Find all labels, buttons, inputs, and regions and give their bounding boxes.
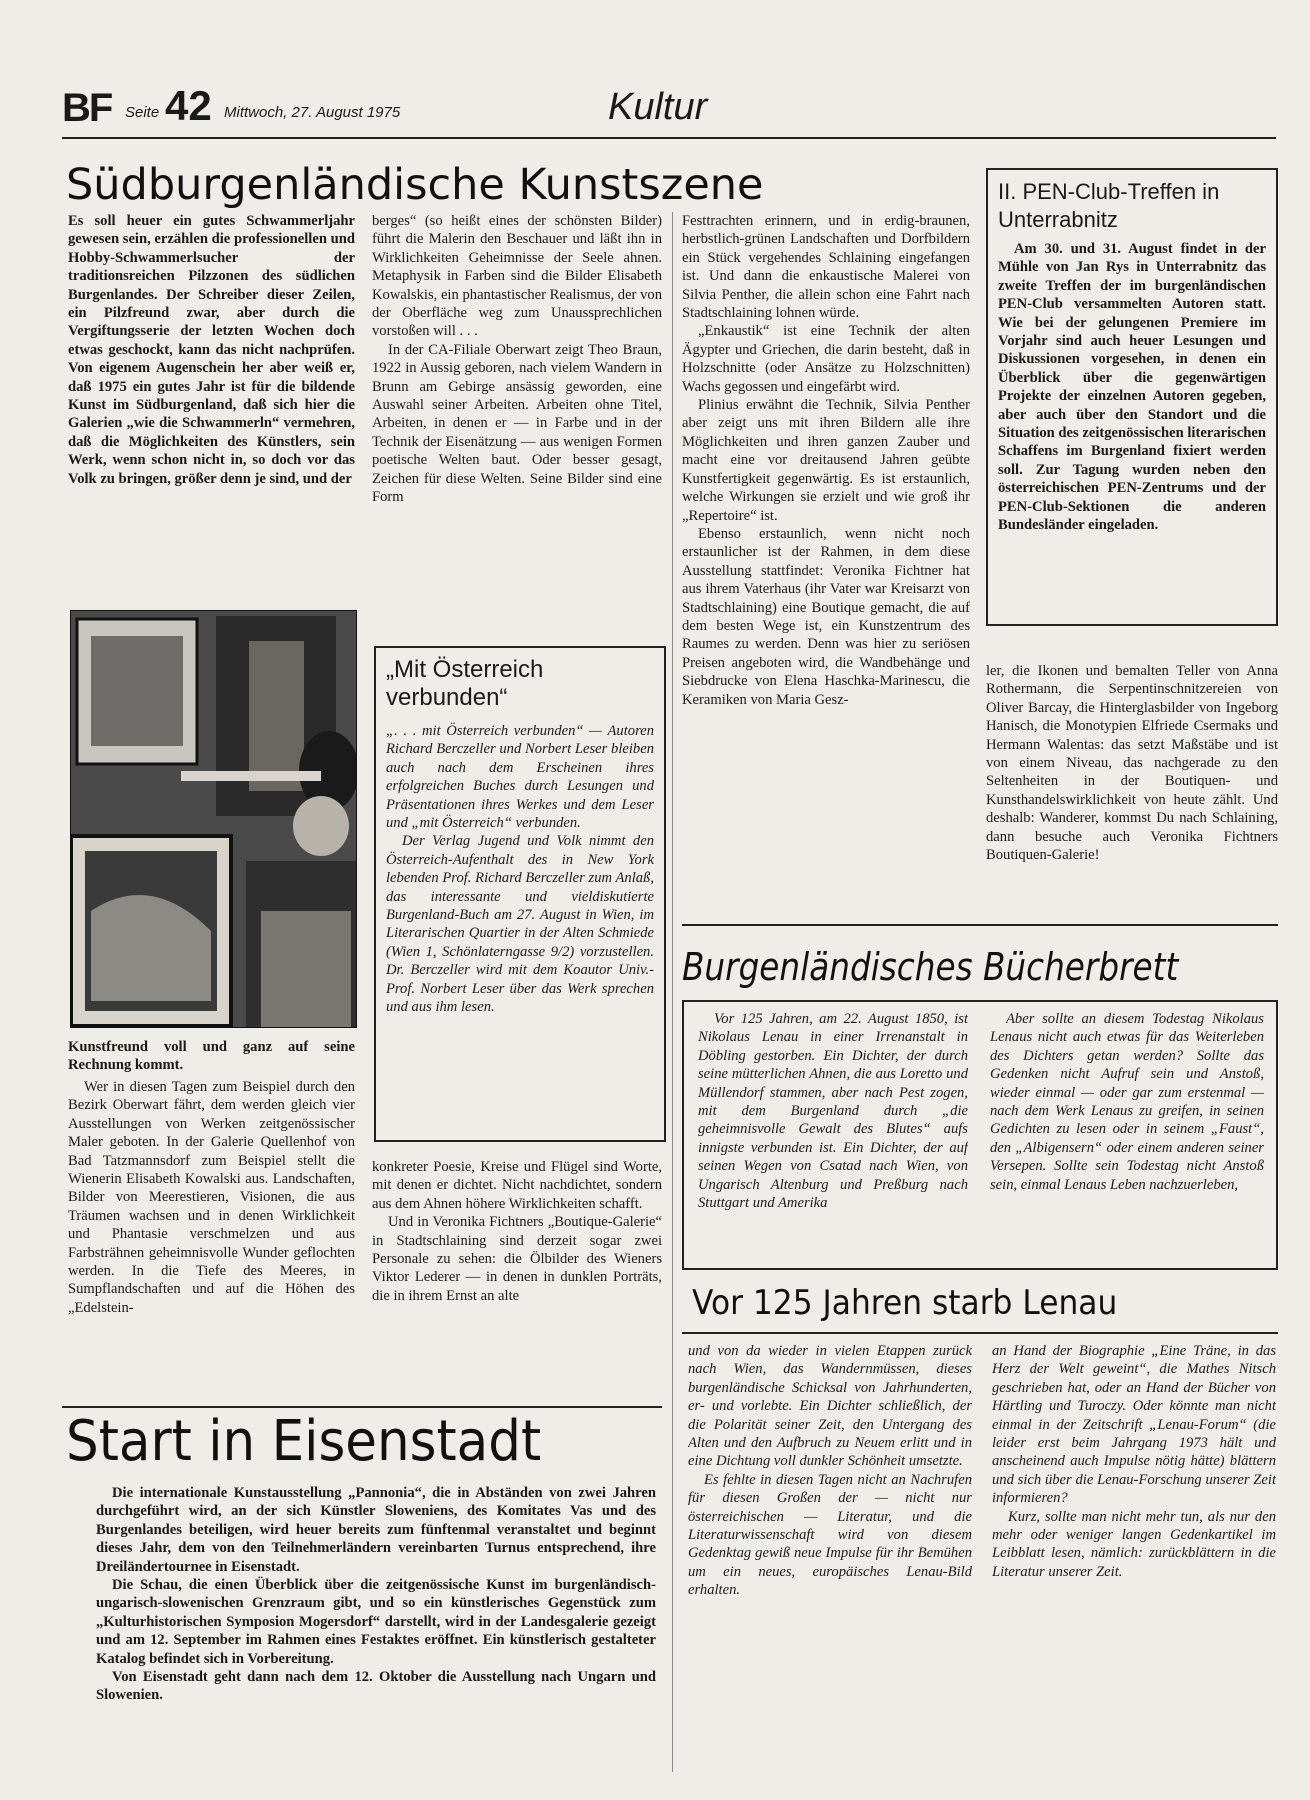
kunstszene-end-rule: [682, 924, 1278, 926]
col2-bottom-paragraph-1: konkreter Poesie, Kreise und Flügel sind Worte, mit denen er dichtet. Nicht nachdichtet, sondern aus dem Ahnen höhere Wirklichkeiten schafft.: [372, 1159, 662, 1212]
masthead-page-number: 42: [165, 82, 212, 129]
pen-box-paragraph: Am 30. und 31. August findet in der Mühle von Jan Rys in Unterrabnitz das zweite Treffen der im burgenländischen PEN-Club versammelten Autoren statt. Wie bei der gelungenen Premiere im Vorjahr sind auch heuer Lesungen und Diskussionen vorgesehen, in denen ein Überblick über die gegenwärtigen Projekte der einzelnen Autoren gegeben, aber auch über den Standort und die Situation des zeitgenössischen literarischen Schaffens im Burgenland fixiert werden soll. Zur Tagung wurden neben den österreichischen PEN-Zentrums und der PEN-Club-Sektionen die anderen Bundesländer eingeladen.: [998, 241, 1266, 534]
oesterreich-box-paragraph-1: „. . . mit Österreich verbunden“ — Autoren Richard Berczeller und Norbert Leser bleiben auch nach dem Erscheinen ihres erfolgreichen Buches durch Lesungen und Präsentationen ihres Werkes und dem Leser und „mit Österreich“ verbunden.: [386, 723, 654, 832]
buecherbrett-box: [682, 1000, 1278, 1270]
eisenstadt-paragraph-1: Die internationale Kunstausstellung „Pannonia“, die in Abständen von zwei Jahren durchgeführt wird, an der sich Künstler Sloweniens, des Komitates Vas und des Burgenlandes beteiligen, wird heuer bereits zum fünftenmal veranstaltet und beginnt dieses Jahr, dem von den Teilnehmerländern vereinbarten Turnus entsprechend, ihre Dreiländertournee in Eisenstadt.: [96, 1485, 656, 1575]
oesterreich-box-paragraph-2: Der Verlag Jugend und Volk nimmt den Österreich-Aufenthalt des in New York lebenden Prof. Richard Berczeller zum Anlaß, das interessante und vieldiskutierte Burgenland-Buch am 27. August in Wien, im Literarischen Quartier in der Alten Schmiede (Wien 1, Schönlaterngasse 9/2) vorzustellen. Dr. Berczeller wird mit dem Koautor Univ.-Prof. Norbert Leser über das Werk sprechen und aus ihm lesen.: [386, 833, 654, 1016]
lead-paragraph: Es soll heuer ein gutes Schwammerljahr gewesen sein, erzählen die professionellen und Hobby-Schwammerlsucher der traditionsreichen Pilzzonen des südlichen Burgenlandes. Der Schreiber dieser Zeilen, ein Pilzfreund zwar, aber durch die Vergiftungsserie der letzten Wochen doch etwas geschockt, kann das nicht nachprüfen. Von eigenem Augenschein her aber weiß er, daß 1975 ein gutes Jahr ist für die bildende Kunst im Südburgenland, daß sich hier die Galerien „wie die Schwammerln“ vermehren, daß die Möglichkeiten des Künstlers, sein Werk, wenn schon nicht in, so doch vor das Volk zu bringen, größer denn je sind, und der: [68, 213, 355, 487]
kunstszene-col1-body: [68, 1078, 355, 1426]
col3-paragraph-2: „Enkaustik“ ist eine Technik der alten Ägypter und Griechen, die darin besteht, daß in Holzschnitte (oder Ansätze zu Holzschnitten) Wachs gegossen und eingefärbt wird.: [682, 323, 970, 395]
masthead-date: Mittwoch, 27. August 1975: [224, 104, 401, 121]
column-divider: [672, 212, 673, 1772]
lenau-right-paragraph-2: Kurz, sollte man nicht mehr tun, als nur den mehr oder weniger langen Gedenkartikel im Leibblatt lesen, nämlich: zurückblättern in die Literatur unserer Zeit.: [992, 1508, 1276, 1580]
pen-box-body: [998, 240, 1266, 535]
photo-caption-text: Kunstfreund voll und ganz auf seine Rechnung kommt.: [68, 1039, 355, 1074]
oesterreich-box-title: „Mit Österreich verbunden“: [386, 656, 544, 711]
masthead-logo: BF: [62, 86, 112, 130]
kunstszene-col3: [682, 212, 970, 924]
col2-top-paragraph-1: berges“ (so heißt eines der schönsten Bilder) führt die Malerin den Beschauer und läßt ihn in Wirklichkeiten Geheimnisse der Seele ahnen. Metaphysik in Farben sind die Bilder Elisabeth Kowalskis, ein phantastischer Realismus, der von der Oberfläche weg zum Unaussprechlichen vorstoßen will . . .: [372, 213, 662, 340]
lenau-headline-rule: [682, 1332, 1278, 1334]
gallery-photo-image: [71, 611, 357, 1028]
kunstszene-headline: Südburgenländische Kunstszene: [66, 160, 764, 210]
kunstszene-col2-top: [372, 212, 662, 630]
eisenstadt-paragraph-2: Die Schau, die einen Überblick über die zeitgenössische Kunst im burgenländisch-ungarisch-slowenischen Grenzraum gibt, und so ein künstlerisches Gegenstück zum „Kulturhistorischen Symposion Mogersdorf“ darstellt, wird in der Landesgalerie gezeigt und am 12. September im Rahmen eines Festaktes eröffnet. Ein künstlerisch gestalteter Katalog befindet sich in Vorbereitung.: [96, 1577, 656, 1667]
kunstszene-col2-bottom: [372, 1158, 662, 1426]
eisenstadt-headline: Start in Eisenstadt: [66, 1409, 542, 1474]
pen-box: [986, 168, 1278, 626]
lenau-left-col: [688, 1342, 972, 1762]
buecherbrett-left-col: [698, 1010, 968, 1262]
col3-paragraph-4: Ebenso erstaunlich, wenn nicht noch erstaunlicher ist der Rahmen, in dem diese Ausstellung stattfindet: Veronika Fichtner hat aus ihrem Vaterhaus (ihr Vater war Kreisarzt von Stadtschlaining) eine Boutique gemacht, die auf dem besten Wege ist, ein Kunstzentrum des Raumes zu werden. Denn was hier zu seriösen Preisen angeboten wird, die Wandbehänge und Siebdrucke von Elena Haschka-Marinescu, die Keramiken von Maria Gesz-: [682, 525, 970, 708]
buecherbrett-headline: Burgenländisches Bücherbrett: [682, 945, 1179, 989]
col2-top-paragraph-2: In der CA-Filiale Oberwart zeigt Theo Braun, 1922 in Aussig geboren, nach vielem Wandern in Brunn am Gebirge ansässig geworden, eine Auswahl seiner Arbeiten. Arbeiten ohne Titel, Arbeiten, in denen er — in Farbe und in der Technik der Eisenätzung — aus wenigen Formen poetische Welten baut. Oder besser gesagt, Zeichen für diese Welten. Seine Bilder sind eine Form: [372, 341, 662, 506]
masthead-seite-label: Seite: [125, 104, 160, 121]
pen-box-title: II. PEN-Club-Treffen in Unterrabnitz: [998, 179, 1220, 232]
kunstszene-lead: [68, 212, 355, 595]
lenau-left-paragraph-1: und von da wieder in vielen Etappen zurück nach Wien, das Wandernmüssen, dieses burgenländische Schicksal von Jahrhunderten, er- und vorlebte. Ein Dichter schließlich, der die Polarität seiner Zeit, den Untergang des Alten und den Aufbruch zu Neuem erlitt und in eine Dichtung voll dunkler Schönheit umsetzte.: [688, 1343, 972, 1470]
masthead-rule: [62, 137, 1276, 139]
col4-paragraph: ler, die Ikonen und bemalten Teller von Anna Rothermann, die Serpentinschnitzereien von Oliver Barcay, die Hinterglasbilder von Ingeborg Hanisch, die Monotypien Elfriede Csermaks und Hermann Walentas: das setzt Maßstäbe und ist von einem Niveau, das nachgerade zu den Seltenheiten in der Boutiquen- und Kunsthandelswirklichkeit von heute zählt. Und deshalb: Wanderer, kommst Du nach Schlaining, dann besuche auch Veronika Fichtners Boutiquen-Galerie!: [986, 663, 1278, 864]
masthead-section: Kultur: [608, 86, 708, 128]
kunstszene-col4: [986, 662, 1278, 920]
gallery-photo: [70, 610, 357, 1028]
eisenstadt-body: [96, 1484, 656, 1784]
lenau-right-paragraph-1: an Hand der Biographie „Eine Träne, in das Herz der Welt geweint“, die Mathes Nitsch geschrieben hat, oder an Hand der Bücher von Härtling und Turoczy. Oder könnte man nicht einmal in der Zeitschrift „Lenau-Forum“ (die leider erst beim Jahrgang 1973 hält und anscheinend auch Impulse nötig hätte) blättern und sich über die Lenau-Forschung unserer Zeit informieren?: [992, 1343, 1276, 1507]
buecherbrett-right-paragraph: Aber sollte an diesem Todestag Nikolaus Lenaus nicht auch etwas für das Weiterleben des Dichters getan werden? Sollte das Gedenken nicht Aufruf sein und Anstoß, wieder einmal — oder gar zum erstenmal — nach dem Werk Lenaus zu greifen, in seinen Gedichten zu lesen oder in seinem „Faust“, den „Albigensern“ oder einem anderen seiner Versepen. Sollte sein Todestag nicht Anstoß sein, einmal Lenaus Leben nachzuerleben,: [990, 1011, 1264, 1193]
eisenstadt-paragraph-3: Von Eisenstadt geht dann nach dem 12. Oktober die Ausstellung nach Ungarn und Slowenien.: [96, 1669, 656, 1704]
col1-paragraph: Wer in diesen Tagen zum Beispiel durch den Bezirk Oberwart fährt, dem werden gleich vier Ausstellungen von Werken zeitgenössischer Maler geboten. In der Galerie Quellenhof von Bad Tatzmannsdorf zum Beispiel stellt die Wienerin Elisabeth Kowalski aus. Landschaften, Bilder von Meerestieren, Visionen, die aus Träumen wachsen und in denen Wirklichkeit und Phantasie verschmelzen und aus Farbsträhnen geheimnisvolle Wunder geflochten werden. In die Tiefe des Meeres, in Sumpflandschaften und auf die Höhen des „Edelstein-: [68, 1079, 355, 1316]
lenau-right-col: [992, 1342, 1276, 1762]
col3-paragraph-1: Festtrachten erinnern, und in erdig-braunen, herbstlich-grünen Landschaften und Dorfbildern ein Stück vergehendes Schlaining eingefangen ist. Und dann die enkaustische Malerei von Silvia Penther, die allein schon eine Fahrt nach Stadtschlaining lohnen würde.: [682, 213, 970, 322]
buecherbrett-right-col: [990, 1010, 1264, 1262]
photo-caption: [68, 1038, 355, 1078]
oesterreich-box: [374, 646, 666, 1142]
col3-paragraph-3: Plinius erwähnt die Technik, Silvia Penther aber zeigt uns mit ihren Bildern alle ihre Möglichkeiten und ihren ganzen Zauber und macht eine vor dreitausend Jahren geübte Kunstfertigkeit gegenwärtig. Es ist erstaunlich, welche Wirkungen sie erzielt und wie groß ihr „Repertoire“ ist.: [682, 397, 970, 524]
oesterreich-box-body: [386, 722, 654, 1017]
col2-bottom-paragraph-2: Und in Veronika Fichtners „Boutique-Galerie“ in Stadtschlaining sind derzeit sogar zwei Personale zu sehen: die Ölbilder des Wieners Viktor Lederer — in denen in dunklen Porträts, die in ihrem Ernst an alte: [372, 1214, 662, 1304]
lenau-headline: Vor 125 Jahren starb Lenau: [692, 1283, 1118, 1323]
buecherbrett-left-paragraph: Vor 125 Jahren, am 22. August 1850, ist Nikolaus Lenau in einer Irrenanstalt in Döbling gestorben. Ein Dichter, der durch seine mütterlichen Ahnen, die aus Loretto und Müllendorf stammen, aber nach Pest zogen, mit dem Burgenland durch „die geheimnisvolle Gewalt des Blutes“ aufs innigste verbunden ist. Ein Dichter, der auf seinen Wegen von Csatad nach Wien, von Ungarisch Altenburg und Preßburg nach Stuttgart und Amerika: [698, 1011, 968, 1212]
lenau-left-paragraph-2: Es fehlte in diesen Tagen nicht an Nachrufen für diesen Großen der — nicht nur österreichischen — Literatur, und die Literaturwissenschaft wird von diesem Gedenktag gewiß neue Impulse für ihr Bemühen um ein neues, europäisches Lenau-Bild erhalten.: [688, 1471, 972, 1599]
